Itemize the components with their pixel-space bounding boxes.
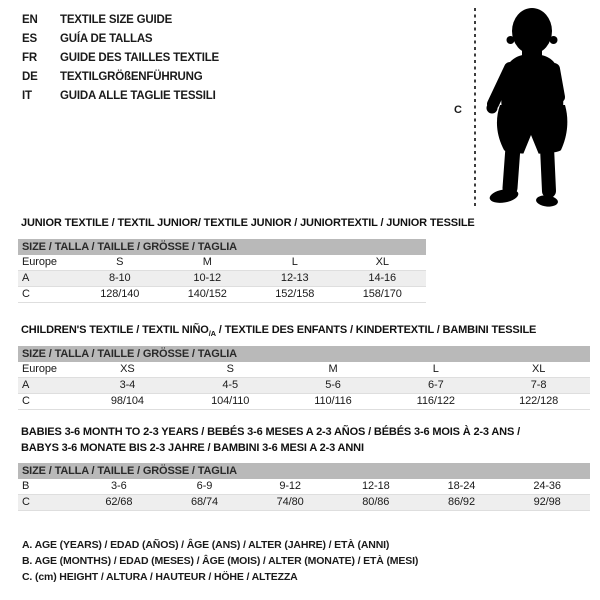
size-cell: 24-36 [504,479,590,495]
size-cell: 104/110 [179,394,282,410]
size-cell: L [384,362,487,378]
size-cell: 8-10 [76,271,164,287]
size-cell: XL [339,255,427,271]
table-row [18,287,426,303]
size-cell: S [179,362,282,378]
size-cell: 158/170 [339,287,427,303]
footnotes [22,537,418,585]
size-header-bar: SIZE / TALLA / TAILLE / GRÖSSE / TAGLIA [18,346,590,362]
size-cell: 86/92 [419,495,505,511]
lang-label: TEXTILGRÖßENFÜHRUNG [60,71,203,83]
size-cell: 5-6 [282,378,385,394]
lang-label: TEXTILE SIZE GUIDE [60,14,173,26]
lang-row-en [22,11,219,30]
size-cell: M [282,362,385,378]
size-header-bar: SIZE / TALLA / TAILLE / GRÖSSE / TAGLIA [18,463,590,479]
row-label: Europe [18,362,76,378]
children-table-title: CHILDREN'S TEXTILE / TEXTIL $NIÑO_{/A}$ / TEXTILE DES ENFANTS / KINDERTEXTIL / BAMBINI TESSILE [21,324,537,339]
row-label: B [18,479,76,495]
junior-size-table [18,255,426,303]
size-cell: 140/152 [164,287,252,303]
table-row [18,362,590,378]
size-cell: 14-16 [339,271,427,287]
table-row [18,479,590,495]
row-label: A [18,378,76,394]
lang-row-it [22,87,219,106]
children-size-table [18,362,590,410]
size-cell: 152/158 [251,287,339,303]
size-cell: M [164,255,252,271]
junior-table-title: JUNIOR TEXTILE / TEXTIL JUNIOR/ TEXTILE JUNIOR / JUNIORTEXTIL / JUNIOR TESSILE [21,217,475,229]
lang-row-es [22,30,219,49]
lang-row-fr [22,49,219,68]
language-header [22,11,219,106]
baby-silhouette-icon [480,4,584,212]
size-cell: 6-7 [384,378,487,394]
height-measure-label: C [454,104,462,116]
babies-size-table [18,479,590,511]
size-cell: 116/122 [384,394,487,410]
lang-code: IT [22,90,32,102]
row-label: C [18,394,76,410]
table-row [18,255,426,271]
row-label: C [18,495,76,511]
size-cell: 3-4 [76,378,179,394]
size-cell: 62/68 [76,495,162,511]
lang-code: DE [22,71,38,83]
size-cell: 9-12 [247,479,333,495]
lang-code: ES [22,33,37,45]
table-row [18,271,426,287]
size-cell: 7-8 [487,378,590,394]
size-cell: S [76,255,164,271]
nino-a-subscript: /A [208,329,216,339]
size-cell: 80/86 [333,495,419,511]
lang-code: EN [22,14,38,26]
lang-row-de [22,68,219,87]
table-row [18,394,590,410]
row-label: Europe [18,255,76,271]
size-cell: 3-6 [76,479,162,495]
size-cell: 128/140 [76,287,164,303]
size-cell: 10-12 [164,271,252,287]
size-cell: 68/74 [162,495,248,511]
size-cell: 92/98 [504,495,590,511]
lang-label: GUIDE DES TAILLES TEXTILE [60,52,219,64]
footnote-c: C. (cm) HEIGHT / ALTURA / HAUTEUR / HÖHE / ALTEZZA [22,571,298,583]
size-cell: 122/128 [487,394,590,410]
babies-table-title-line1: BABIES 3-6 MONTH TO 2-3 YEARS / BEBÉS 3-6 MESES A 2-3 AÑOS / BÉBÉS 3-6 MOIS À 2-3 ANS / [21,426,520,438]
size-cell: 98/104 [76,394,179,410]
size-cell: 4-5 [179,378,282,394]
size-cell: XS [76,362,179,378]
row-label: C [18,287,76,303]
babies-table-title-line2: BABYS 3-6 MONATE BIS 2-3 JAHRE / BAMBINI 3-6 MESI A 2-3 ANNI [21,442,364,454]
table-row [18,495,590,511]
lang-label: GUIDA ALLE TAGLIE TESSILI [60,90,216,102]
size-cell: 74/80 [247,495,333,511]
footnote-a: A. AGE (YEARS) / EDAD (AÑOS) / ÂGE (ANS) / ALTER (JAHRE) / ETÀ (ANNI) [22,539,390,551]
size-cell: L [251,255,339,271]
size-cell: 18-24 [419,479,505,495]
lang-label: GUÍA DE TALLAS [60,33,153,45]
size-cell: 110/116 [282,394,385,410]
footnote-b: B. AGE (MONTHS) / EDAD (MESES) / ÂGE (MOIS) / ALTER (MONATE) / ETÀ (MESI) [22,555,419,567]
size-cell: XL [487,362,590,378]
row-label: A [18,271,76,287]
size-cell: 12-18 [333,479,419,495]
table-row [18,378,590,394]
height-measure-dashed-line [474,8,476,208]
size-cell: 12-13 [251,271,339,287]
size-cell: 6-9 [162,479,248,495]
figure-area [448,2,598,214]
size-header-bar: SIZE / TALLA / TAILLE / GRÖSSE / TAGLIA [18,239,426,255]
lang-code: FR [22,52,37,64]
